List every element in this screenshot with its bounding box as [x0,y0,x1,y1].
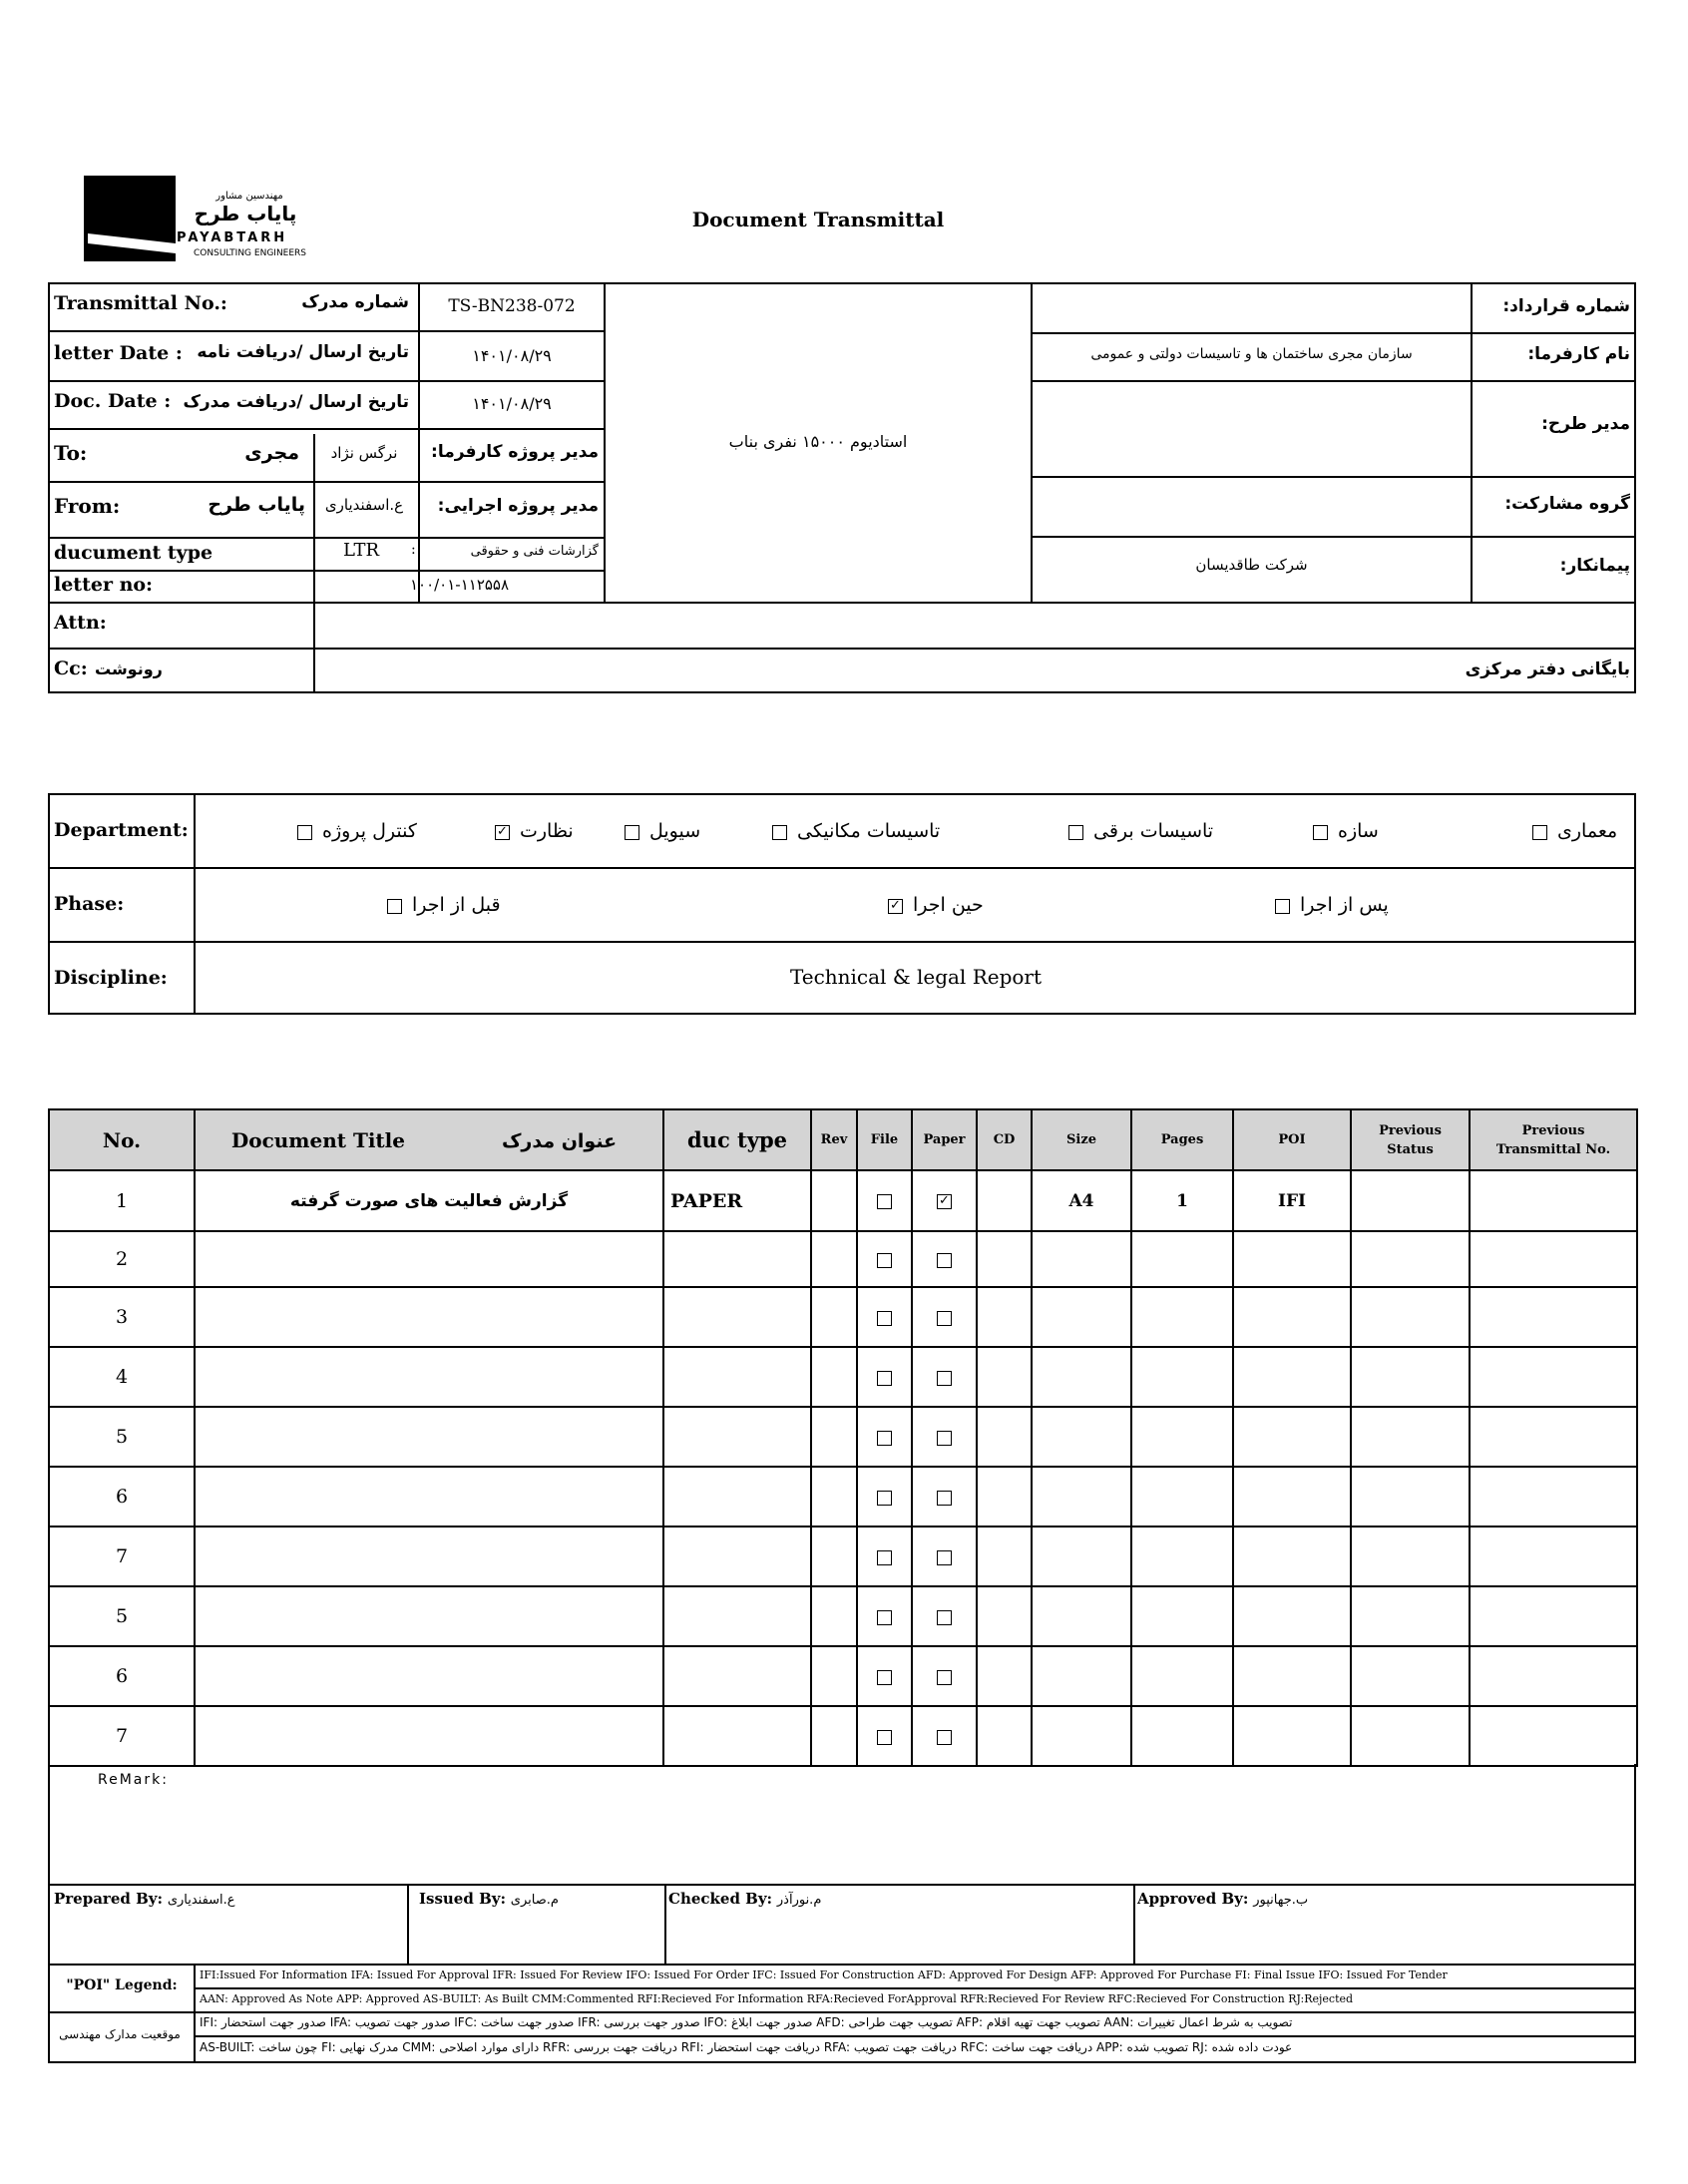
cell-prev-status [1351,1231,1470,1287]
dept-option-structure[interactable]: سازه [1313,795,1379,867]
cell-type [663,1347,811,1407]
client-label: نام کارفرما: [1527,344,1630,364]
from-person: ع.اسفندیاری [324,496,404,514]
file-checkbox[interactable] [877,1491,892,1506]
cell-prev-status [1351,1347,1470,1407]
to-value: مجری [244,442,299,464]
phase-option-after[interactable]: پس از اجرا [1275,869,1389,941]
discipline-value: Technical & legal Report [789,965,1043,989]
cell-file [857,1646,912,1706]
cell-poi [1233,1586,1351,1646]
cell-no: 7 [49,1706,195,1766]
cell-cd [977,1646,1032,1706]
cell-prev-transmittal [1470,1407,1637,1467]
cell-title: گزارش فعالیت های صورت گرفته [195,1170,663,1231]
doc-date-label-fa: تاریخ ارسال /دریافت مدرک [183,392,409,412]
cell-pages [1131,1646,1233,1706]
logo-persian-name: پایاب طرح [194,202,297,225]
checked-by: Checked By: م.نورآذر [668,1890,822,1908]
cell-type [663,1646,811,1706]
file-checkbox[interactable] [877,1730,892,1745]
cell-title [195,1407,663,1467]
contractor-label: پیمانکار: [1559,556,1630,576]
letter-no-label: letter no: [54,574,154,596]
cell-prev-status [1351,1527,1470,1586]
cell-poi [1233,1287,1351,1347]
cell-title [195,1706,663,1766]
dept-architecture-checkbox[interactable] [1532,825,1547,840]
dept-option-supervision[interactable]: ✓ نظارت [495,795,574,867]
file-checkbox[interactable] [877,1670,892,1685]
cell-type [663,1706,811,1766]
paper-checkbox[interactable] [937,1311,952,1326]
dept-option-mechanical[interactable]: تاسیسات مکانیکی [772,795,940,867]
col-cd-header: CD [977,1109,1032,1170]
issued-by: Issued By: م.صابری [419,1890,559,1908]
col-title-header-fa: عنوان مدرک [501,1129,618,1152]
cell-pages [1131,1347,1233,1407]
cell-prev-status [1351,1706,1470,1766]
phase-options [196,869,1636,941]
cell-no: 6 [49,1646,195,1706]
table-row [49,1527,1637,1586]
cell-paper [912,1706,977,1766]
cell-poi [1233,1347,1351,1407]
company-logo [84,176,313,261]
cell-prev-status [1351,1646,1470,1706]
cell-prev-status [1351,1407,1470,1467]
cell-type [663,1231,811,1287]
cell-paper [912,1646,977,1706]
cell-prev-status [1351,1467,1470,1527]
cell-no: 6 [49,1467,195,1527]
from-label: From: [54,494,121,518]
cell-size [1032,1287,1131,1347]
remark-label: ReMark: [98,1772,169,1788]
partnership-label: گروه مشارکت: [1504,494,1630,514]
paper-checkbox[interactable] [937,1730,952,1745]
phase-during-checkbox[interactable]: ✓ [888,899,903,914]
cell-rev [811,1646,857,1706]
paper-checkbox[interactable] [937,1371,952,1386]
poi-legend-line-1: IFI:Issued For Information IFA: Issued For Approval IFR: Issued For Review IFO: Issued For Order IFC: Issued For Construction AFD: Approved For Design AFP: Approved For Purchase FI: Final Issue IFO: Issued For Tender [200,1968,1448,1981]
col-title-header [195,1109,663,1170]
col-paper-header: Paper [912,1109,977,1170]
cell-type [663,1467,811,1527]
cell-title [195,1646,663,1706]
cell-paper [912,1586,977,1646]
cell-prev-transmittal [1470,1706,1637,1766]
cell-title [195,1231,663,1287]
cell-title [195,1527,663,1586]
cell-size [1032,1231,1131,1287]
cell-prev-transmittal [1470,1527,1637,1586]
cell-title [195,1287,663,1347]
col-size-header: Size [1032,1109,1131,1170]
table-row [49,1347,1637,1407]
cell-rev [811,1467,857,1527]
cell-paper [912,1170,977,1231]
cell-prev-transmittal [1470,1467,1637,1527]
phase-option-during[interactable]: ✓ حین اجرا [888,869,984,941]
cell-cd [977,1527,1032,1586]
cell-type [663,1527,811,1586]
cell-pages [1131,1231,1233,1287]
doc-type-colon: : [411,542,416,558]
cell-rev [811,1231,857,1287]
phase-option-before[interactable]: قبل از اجرا [387,869,501,941]
cell-title [195,1586,663,1646]
paper-checkbox[interactable] [937,1491,952,1506]
cell-type [663,1287,811,1347]
phase-label: Phase: [54,893,125,915]
client-value: سازمان مجری ساختمان ها و تاسیسات دولتی و عمومی [1090,346,1413,362]
approved-by: Approved By: ب.جهانپور [1137,1890,1309,1908]
cell-file [857,1586,912,1646]
cell-poi [1233,1407,1351,1467]
file-checkbox[interactable] [877,1253,892,1268]
cell-no: 5 [49,1407,195,1467]
cell-rev [811,1170,857,1231]
cell-rev [811,1287,857,1347]
transmittal-no-label-fa: شماره مدرک [301,292,409,312]
cell-poi [1233,1231,1351,1287]
department-label: Department: [54,819,189,841]
cc-value: بایگانی دفتر مرکزی [1465,659,1630,679]
project-name: استادیوم ۱۵۰۰۰ نفری بناب [728,432,908,451]
cell-rev [811,1407,857,1467]
cc-label-fa: رونوشت [95,659,163,678]
transmittal-no-value: TS-BN238-072 [448,296,576,316]
table-row [49,1586,1637,1646]
col-prev-status-header: Previous Status [1351,1109,1470,1170]
contract-no-label: شماره قرارداد: [1502,296,1630,316]
cell-file [857,1287,912,1347]
classification-block [48,793,1636,1015]
cell-no: 2 [49,1231,195,1287]
doc-type-desc: گزارشات فنی و حقوقی [470,544,599,559]
table-row [49,1407,1637,1467]
doc-date-value: ۱۴۰۱/۰۸/۲۹ [472,394,552,413]
cell-size [1032,1407,1131,1467]
status-legend-label: موقعیت مدارک مهندسی [59,2027,181,2041]
dept-option-electrical[interactable]: تاسیسات برقی [1068,795,1213,867]
design-manager-label: مدیر طرح: [1541,414,1630,434]
dept-supervision-checkbox[interactable]: ✓ [495,825,510,840]
file-checkbox[interactable] [877,1431,892,1446]
file-checkbox[interactable] [877,1311,892,1326]
cell-prev-status [1351,1287,1470,1347]
cell-file [857,1706,912,1766]
letter-no-value: ۱۰۰/۰۱-۱۱۲۵۵۸ [409,576,510,594]
cell-paper [912,1287,977,1347]
cell-prev-transmittal [1470,1170,1637,1231]
cell-rev [811,1706,857,1766]
exec-pm-label: مدیر پروژه اجرایی: [437,496,599,516]
table-row [49,1170,1637,1231]
cc-label: Cc: [54,657,88,679]
dept-option-project-control[interactable]: کنترل پروژه [297,795,417,867]
status-legend-line-2: AS-BUILT: چون ساخت FI: مدرک نهایی CMM: دارای موارد اصلاحی RFR: دریافت جهت بررسی RFI: دریافت جهت استحضار RFA: دریافت جهت تصویب RFC: دریافت جهت ساخت APP: تصویب شده RJ: عودت داده شده [200,2040,1293,2054]
table-row [49,1287,1637,1347]
from-value: پایاب طرح [208,494,305,516]
paper-checkbox[interactable]: ✓ [937,1194,952,1209]
file-checkbox[interactable] [877,1194,892,1209]
table-header-row [49,1109,1637,1170]
transmittal-no-label: Transmittal No.: [54,292,227,314]
cell-cd [977,1586,1032,1646]
cell-prev-transmittal [1470,1231,1637,1287]
cell-paper [912,1527,977,1586]
cell-prev-status [1351,1586,1470,1646]
table-row [49,1646,1637,1706]
cell-cd [977,1347,1032,1407]
cell-size: A4 [1032,1170,1131,1231]
page-title: Document Transmittal [691,208,945,231]
discipline-label: Discipline: [54,967,168,989]
cell-size [1032,1347,1131,1407]
cell-size [1032,1646,1131,1706]
cell-no: 5 [49,1586,195,1646]
cell-size [1032,1706,1131,1766]
col-title-header-en: Document Title [230,1127,405,1152]
cell-prev-transmittal [1470,1287,1637,1347]
cell-cd [977,1706,1032,1766]
dept-option-architecture[interactable]: معماری [1532,795,1617,867]
dept-electrical-checkbox[interactable] [1068,825,1083,840]
cell-file [857,1170,912,1231]
cell-pages [1131,1407,1233,1467]
cell-title [195,1467,663,1527]
file-checkbox[interactable] [877,1550,892,1565]
to-label: To: [54,441,88,465]
department-options [196,795,1636,867]
info-block [48,282,1636,693]
cell-paper [912,1467,977,1527]
logo-english-name: PAYABTARH [177,230,288,245]
client-pm-label: مدیر پروژه کارفرما: [431,442,599,462]
poi-legend-line-2: AAN: Approved As Note APP: Approved AS-BUILT: As Built CMM:Commented RFI:Recieved For Information RFA:Recieved ForApproval RFR:Recieved For Review RFC:Recieved For Construction RJ:Rejected [200,1992,1354,2005]
cell-cd [977,1467,1032,1527]
cell-poi [1233,1527,1351,1586]
col-poi-header: POI [1233,1109,1351,1170]
table-row [49,1706,1637,1766]
status-legend-line-1: IFI: صدور جهت استحضار IFA: صدور جهت تصویب IFC: صدور جهت ساخت IFR: صدور جهت بررسی IFO: صدور جهت ابلاغ AFD: تصویب جهت طراحی AFP: تصویب جهت تهیه اقلام AAN: تصویب به شرط اعمال تغییرات [200,2015,1293,2029]
cell-pages [1131,1527,1233,1586]
col-pages-header: Pages [1131,1109,1233,1170]
cell-title [195,1347,663,1407]
cell-no: 4 [49,1347,195,1407]
cell-cd [977,1407,1032,1467]
documents-table [48,1108,1638,1767]
cell-size [1032,1527,1131,1586]
table-body [49,1170,1637,1766]
attn-label: Attn: [54,612,107,634]
cell-cd [977,1287,1032,1347]
cell-paper [912,1407,977,1467]
cell-paper [912,1347,977,1407]
cell-no: 1 [49,1170,195,1231]
phase-before-checkbox[interactable] [387,899,402,914]
cell-file [857,1231,912,1287]
letter-date-label: letter Date : [54,342,183,364]
file-checkbox[interactable] [877,1610,892,1625]
col-type-header: duc type [663,1109,811,1170]
cell-type [663,1407,811,1467]
logo-small-text: مهندسین مشاور [215,191,283,202]
cell-pages [1131,1706,1233,1766]
cell-no: 7 [49,1527,195,1586]
letter-date-value: ۱۴۰۱/۰۸/۲۹ [472,346,552,365]
dept-option-civil[interactable]: سیویل [625,795,700,867]
col-prev-transmittal-header: Previous Transmittal No. [1470,1109,1637,1170]
cell-cd [977,1170,1032,1231]
logo-subtitle: CONSULTING ENGINEERS [194,248,307,258]
paper-checkbox[interactable] [937,1431,952,1446]
cell-rev [811,1527,857,1586]
cell-type [663,1586,811,1646]
cell-poi: IFI [1233,1170,1351,1231]
doc-date-label: Doc. Date : [54,390,172,412]
to-person: نرگس نژاد [330,444,398,462]
col-rev-header: Rev [811,1109,857,1170]
doc-type-label: ducument type [54,542,213,564]
cell-prev-transmittal [1470,1646,1637,1706]
doc-type-value: LTR [343,540,380,561]
cell-file [857,1467,912,1527]
letter-date-label-fa: تاریخ ارسال /دریافت نامه [197,342,409,362]
cell-rev [811,1347,857,1407]
table-row [49,1231,1637,1287]
cell-paper [912,1231,977,1287]
cell-prev-transmittal [1470,1347,1637,1407]
footer-block [48,1764,1636,2063]
dept-civil-checkbox[interactable] [625,825,639,840]
cell-file [857,1407,912,1467]
cell-pages [1131,1287,1233,1347]
paper-checkbox[interactable] [937,1550,952,1565]
paper-checkbox[interactable] [937,1253,952,1268]
table-row [49,1467,1637,1527]
cell-file [857,1527,912,1586]
cell-poi [1233,1646,1351,1706]
dept-structure-checkbox[interactable] [1313,825,1328,840]
col-no-header: No. [49,1109,195,1170]
cell-file [857,1347,912,1407]
dept-project-control-checkbox[interactable] [297,825,312,840]
col-file-header: File [857,1109,912,1170]
cell-no: 3 [49,1287,195,1347]
cell-pages [1131,1586,1233,1646]
cell-cd [977,1231,1032,1287]
cell-size [1032,1586,1131,1646]
cell-poi [1233,1706,1351,1766]
cell-pages [1131,1467,1233,1527]
paper-checkbox[interactable] [937,1610,952,1625]
cell-prev-transmittal [1470,1586,1637,1646]
file-checkbox[interactable] [877,1371,892,1386]
dept-mechanical-checkbox[interactable] [772,825,787,840]
prepared-by: Prepared By: ع.اسفندیاری [54,1890,235,1908]
cell-size [1032,1467,1131,1527]
phase-after-checkbox[interactable] [1275,899,1290,914]
cell-poi [1233,1467,1351,1527]
cell-type: PAPER [663,1170,811,1231]
paper-checkbox[interactable] [937,1670,952,1685]
cell-pages: 1 [1131,1170,1233,1231]
contractor-value: شرکت طاقدیسان [1195,556,1308,574]
poi-legend-label: "POI" Legend: [66,1977,178,1993]
cell-rev [811,1586,857,1646]
cell-prev-status [1351,1170,1470,1231]
